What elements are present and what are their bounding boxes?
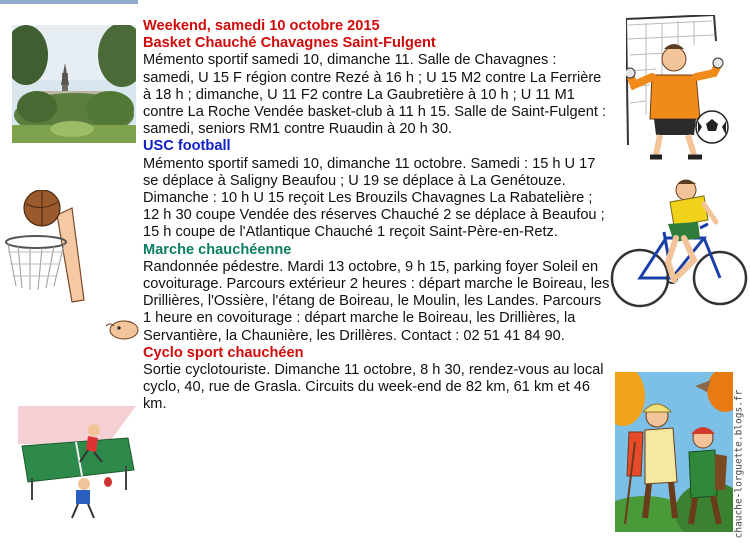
section-title-cyclo: Cyclo sport chauchéen	[143, 344, 304, 361]
hikers-illustration	[615, 372, 733, 532]
section-title-basket: Basket Chauché Chavagnes Saint-Fulgent	[143, 35, 436, 52]
soccer-goalkeeper-illustration	[626, 15, 736, 165]
section-title-marche: Marche chauchéenne	[143, 241, 292, 258]
ping-pong-illustration	[18, 404, 138, 522]
section-body-marche: Randonnée pédestre. Mardi 13 octobre, 9 h 15, parking foyer Soleil en covoiturage. Parcours extérieur 2 heures : départ marche le Boireau, les Drillières, l'Ossière, l'étang de Boireau, le Moulin, les Landes. Parcours 1 heure en covoiturage : départ marche le Boireau, les Drillières, la Servantière, la Chaunière, les Drillères. Contact : 02 51 41 84 90.	[143, 258, 610, 344]
watermark-text: chauche-lorguette.blogs.fr	[733, 389, 745, 539]
blog-watermark	[732, 385, 746, 543]
section-body-basket: Mémento sportif samedi 10, dimanche 11. Salle de Chavagnes : samedi, U 15 F région contre Rezé à 16 h ; U 15 M2 contre La Ferrière à 18 h ; dimanche, U 11 F2 contre La Gaubretière à 10 h ; U 11 M1 contre La Roche Vendée basket-club à 11 h 15. Salle de Saint-Fulgent : samedi, seniors RM1 contre Ruaudin à 20 h 30.	[143, 52, 606, 138]
section-body-football: Mémento sportif samedi 10, dimanche 11 octobre. Samedi : 15 h U 17 se déplace à Saligny Beaufou ; U 19 se déplace à La Genétouze. Dimanche : 10 h U 15 reçoit Les Brouzils Chavagnes La Rabatelière ; 12 h 30 coupe Vendée des réserves Chauché 2 se déplace à Beaufou ; 15 h coupe de l'Atlantique Chauché 1 reçoit Saint-Père-en-Retz.	[143, 155, 605, 241]
basketball-illustration	[2, 190, 132, 310]
section-title-football: USC football	[143, 138, 231, 155]
village-church-photo	[12, 25, 136, 143]
top-divider-bar	[0, 0, 138, 4]
article-column	[143, 18, 611, 414]
weekend-date-heading: Weekend, samedi 10 octobre 2015	[143, 18, 380, 34]
cyclist-illustration	[608, 176, 750, 316]
small-face-illustration	[104, 318, 140, 340]
section-body-cyclo: Sortie cyclotouriste. Dimanche 11 octobre, 8 h 30, rendez-vous au local cyclo, 40, rue de Grasla. Circuits du week-end de 82 km, 61 km et 46 km.	[143, 362, 604, 413]
